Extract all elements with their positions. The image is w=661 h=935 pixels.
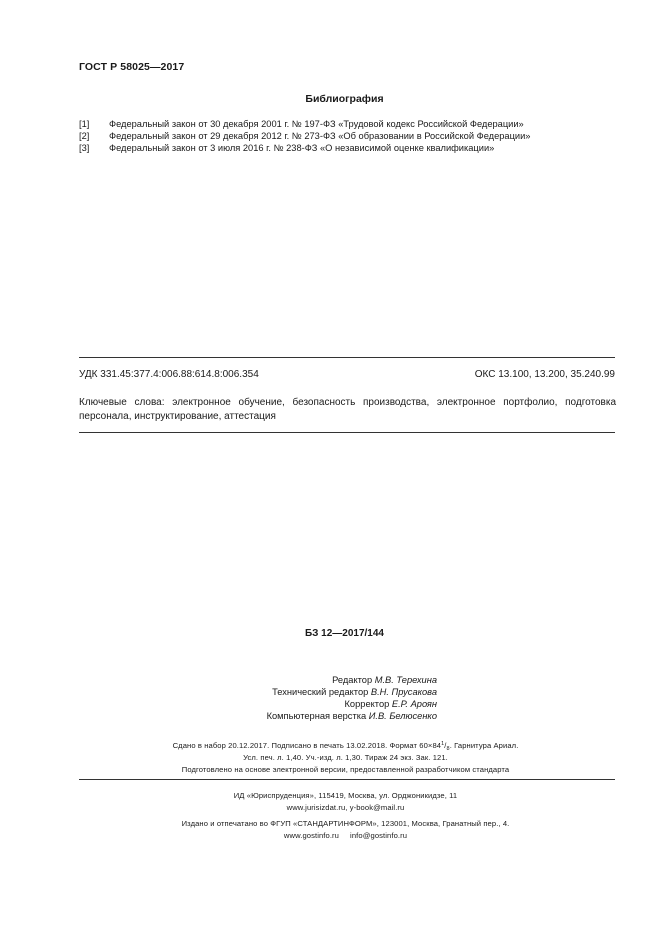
staff-role: Компьютерная верстка xyxy=(266,711,367,721)
bibliography-item xyxy=(79,119,524,129)
imprint-text: . Гарнитура Ариал. xyxy=(449,741,519,750)
format-numerator: 1 xyxy=(441,741,445,747)
staff-name: И.В. Белюсенко xyxy=(368,711,437,721)
imprint-line: Подготовлено на основе электронной версии, предоставленной разработчиком стандарта xyxy=(181,765,510,774)
publisher-line: www.gostinfo.ru info@gostinfo.ru xyxy=(283,831,408,840)
staff-role: Технический редактор xyxy=(272,687,369,697)
oks-code: ОКС 13.100, 13.200, 35.240.99 xyxy=(474,369,615,380)
format-separator: / xyxy=(444,741,447,750)
publisher-line: www.jurisizdat.ru, y-book@mail.ru xyxy=(286,803,405,812)
top-divider xyxy=(79,357,615,358)
staff-line xyxy=(267,711,437,721)
keywords: Ключевые слова: электронное обучение, безопасность производства, электронное портфолио, подготовка персонала, инструктирование, аттестация xyxy=(79,397,616,422)
bibliography-title: Библиография xyxy=(305,93,384,105)
bibliography-item-text: Федеральный закон от 3 июля 2016 г. № 238-ФЗ «О независимой оценке квалификации» xyxy=(109,143,495,153)
publisher-line: ИД «Юриспруденция», 115419, Москва, ул. Орджоникидзе, 11 xyxy=(233,791,458,800)
staff-line xyxy=(272,687,437,697)
bibliography-item-text: Федеральный закон от 30 декабря 2001 г. № 197-ФЗ «Трудовой кодекс Российской Федерации» xyxy=(109,119,524,129)
staff-role: Корректор xyxy=(344,699,390,709)
staff-line xyxy=(332,675,437,685)
imprint-divider xyxy=(79,779,615,780)
bibliography-item-number: [3] xyxy=(79,143,90,153)
bibliography-item-text: Федеральный закон от 29 декабря 2012 г. № 273-ФЗ «Об образовании в Российской Федерации» xyxy=(109,131,531,141)
imprint-line: Усл. печ. л. 1,40. Уч.-изд. л. 1,30. Тираж 24 экз. Зак. 121. xyxy=(243,753,448,762)
imprint-line xyxy=(0,741,661,752)
staff-name: Е.Р. Ароян xyxy=(391,699,437,709)
bibliography-item-number: [2] xyxy=(79,131,90,141)
udk-code: УДК 331.45:377.4:006.88:614.8:006.354 xyxy=(79,369,259,380)
staff-name: В.Н. Прусакова xyxy=(370,687,437,697)
standard-code: ГОСТ Р 58025—2017 xyxy=(79,61,185,73)
bottom-divider xyxy=(79,432,615,433)
staff-name: М.В. Терехина xyxy=(374,675,437,685)
imprint-text: Сдано в набор 20.12.2017. Подписано в печать 13.02.2018. Формат 60×84 xyxy=(172,741,442,750)
publisher-line: Издано и отпечатано во ФГУП «СТАНДАРТИНФОРМ», 123001, Москва, Гранатный пер., 4. xyxy=(181,819,510,828)
bz-code: БЗ 12—2017/144 xyxy=(305,628,384,639)
format-denominator: 8 xyxy=(446,746,450,752)
bibliography-item-number: [1] xyxy=(79,119,90,129)
bibliography-item xyxy=(79,143,494,153)
staff-line xyxy=(345,699,437,709)
staff-role: Редактор xyxy=(332,675,373,685)
bibliography-item xyxy=(79,131,530,141)
